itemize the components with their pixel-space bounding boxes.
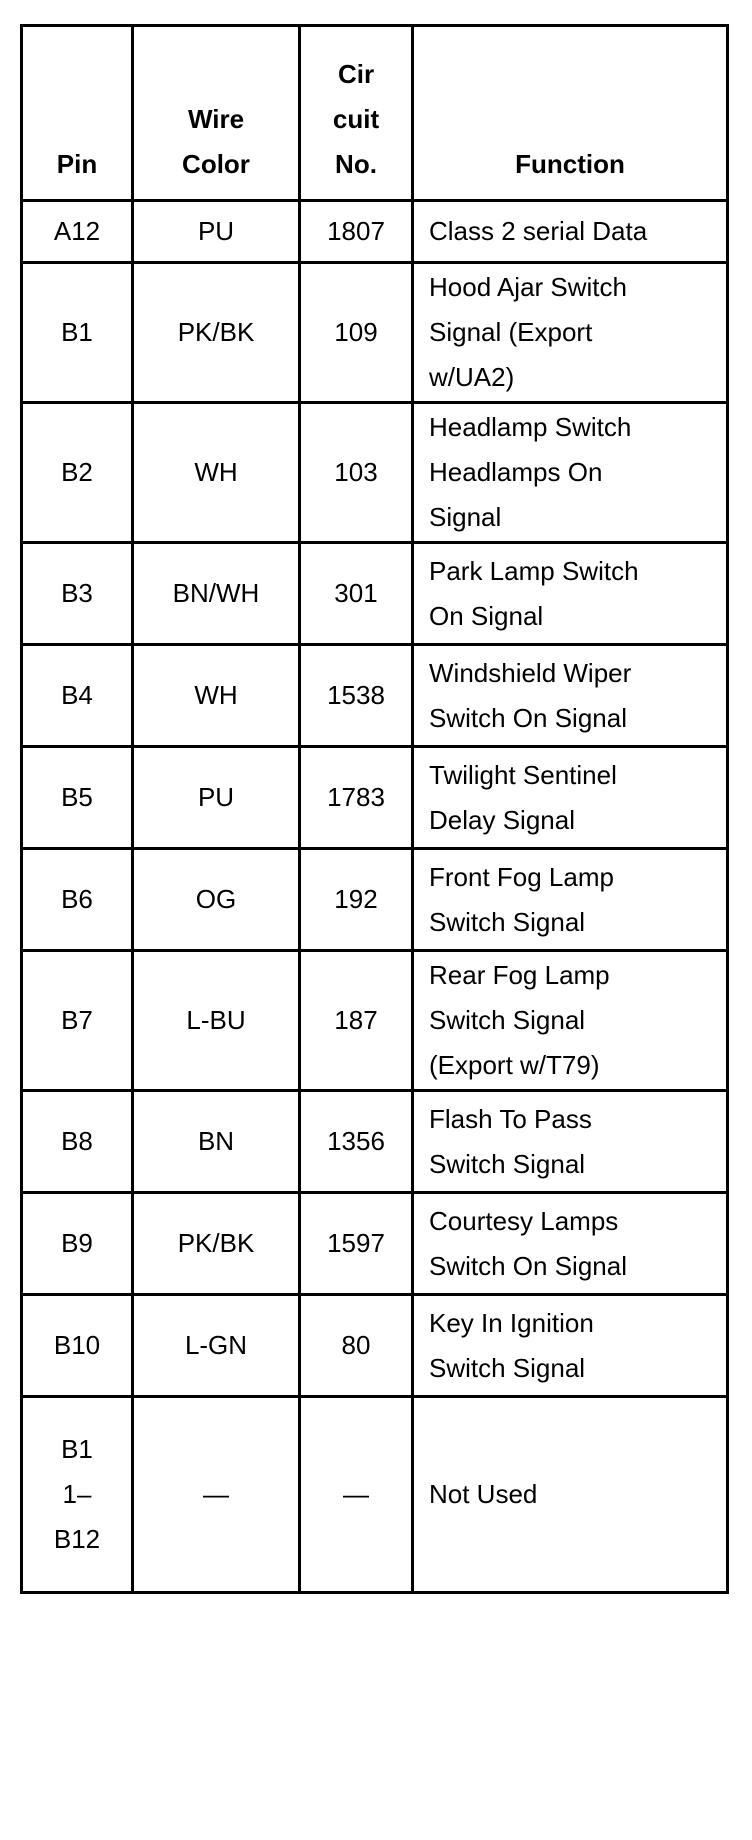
- pin-cell: B6: [22, 849, 133, 951]
- circuit-cell: 109: [300, 263, 413, 403]
- wire-color-cell: OG: [133, 849, 300, 951]
- wire-color-cell: WH: [133, 645, 300, 747]
- wire-color-cell: BN/WH: [133, 543, 300, 645]
- circuit-cell: 301: [300, 543, 413, 645]
- function-cell: Flash To Pass Switch Signal: [413, 1091, 728, 1193]
- function-cell: Courtesy Lamps Switch On Signal: [413, 1193, 728, 1295]
- function-cell: Twilight Sentinel Delay Signal: [413, 747, 728, 849]
- table-row: [22, 1397, 728, 1593]
- function-cell: Front Fog Lamp Switch Signal: [413, 849, 728, 951]
- header-pin: Pin: [22, 26, 133, 201]
- pin-cell: B3: [22, 543, 133, 645]
- pin-cell: B1: [22, 263, 133, 403]
- circuit-cell: 187: [300, 951, 413, 1091]
- pin-cell: B7: [22, 951, 133, 1091]
- function-cell: Key In Ignition Switch Signal: [413, 1295, 728, 1397]
- function-cell: Hood Ajar Switch Signal (Export w/UA2): [413, 263, 728, 403]
- wire-color-cell: PU: [133, 747, 300, 849]
- wire-color-cell: L-GN: [133, 1295, 300, 1397]
- pin-cell: B2: [22, 403, 133, 543]
- table-row: [22, 1193, 728, 1295]
- pin-cell: B8: [22, 1091, 133, 1193]
- pin-cell: B1 1– B12: [22, 1397, 133, 1593]
- table-row: [22, 645, 728, 747]
- table-row: [22, 543, 728, 645]
- wire-color-cell: L-BU: [133, 951, 300, 1091]
- table-row: [22, 403, 728, 543]
- circuit-cell: 80: [300, 1295, 413, 1397]
- table-row: [22, 849, 728, 951]
- circuit-cell: 1807: [300, 201, 413, 263]
- circuit-cell: —: [300, 1397, 413, 1593]
- pin-cell: B10: [22, 1295, 133, 1397]
- table-header-row: [22, 26, 728, 201]
- header-circuit-number: Cir cuit No.: [300, 26, 413, 201]
- wire-color-cell: WH: [133, 403, 300, 543]
- circuit-cell: 1597: [300, 1193, 413, 1295]
- wire-color-cell: BN: [133, 1091, 300, 1193]
- function-cell: Headlamp Switch Headlamps On Signal: [413, 403, 728, 543]
- circuit-cell: 103: [300, 403, 413, 543]
- wire-color-cell: PU: [133, 201, 300, 263]
- connector-pinout-table: [20, 24, 729, 1594]
- function-cell: Not Used: [413, 1397, 728, 1593]
- table-row: [22, 951, 728, 1091]
- table-row: [22, 1091, 728, 1193]
- circuit-cell: 1538: [300, 645, 413, 747]
- table-row: [22, 201, 728, 263]
- function-cell: Class 2 serial Data: [413, 201, 728, 263]
- header-function: Function: [413, 26, 728, 201]
- pin-cell: B5: [22, 747, 133, 849]
- function-cell: Windshield Wiper Switch On Signal: [413, 645, 728, 747]
- circuit-cell: 1783: [300, 747, 413, 849]
- function-cell: Park Lamp Switch On Signal: [413, 543, 728, 645]
- pin-cell: B4: [22, 645, 133, 747]
- header-wire-color: Wire Color: [133, 26, 300, 201]
- wire-color-cell: PK/BK: [133, 263, 300, 403]
- pin-cell: A12: [22, 201, 133, 263]
- table-row: [22, 747, 728, 849]
- wire-color-cell: PK/BK: [133, 1193, 300, 1295]
- table-row: [22, 1295, 728, 1397]
- pin-cell: B9: [22, 1193, 133, 1295]
- wire-color-cell: —: [133, 1397, 300, 1593]
- table-row: [22, 263, 728, 403]
- function-cell: Rear Fog Lamp Switch Signal (Export w/T79): [413, 951, 728, 1091]
- circuit-cell: 1356: [300, 1091, 413, 1193]
- circuit-cell: 192: [300, 849, 413, 951]
